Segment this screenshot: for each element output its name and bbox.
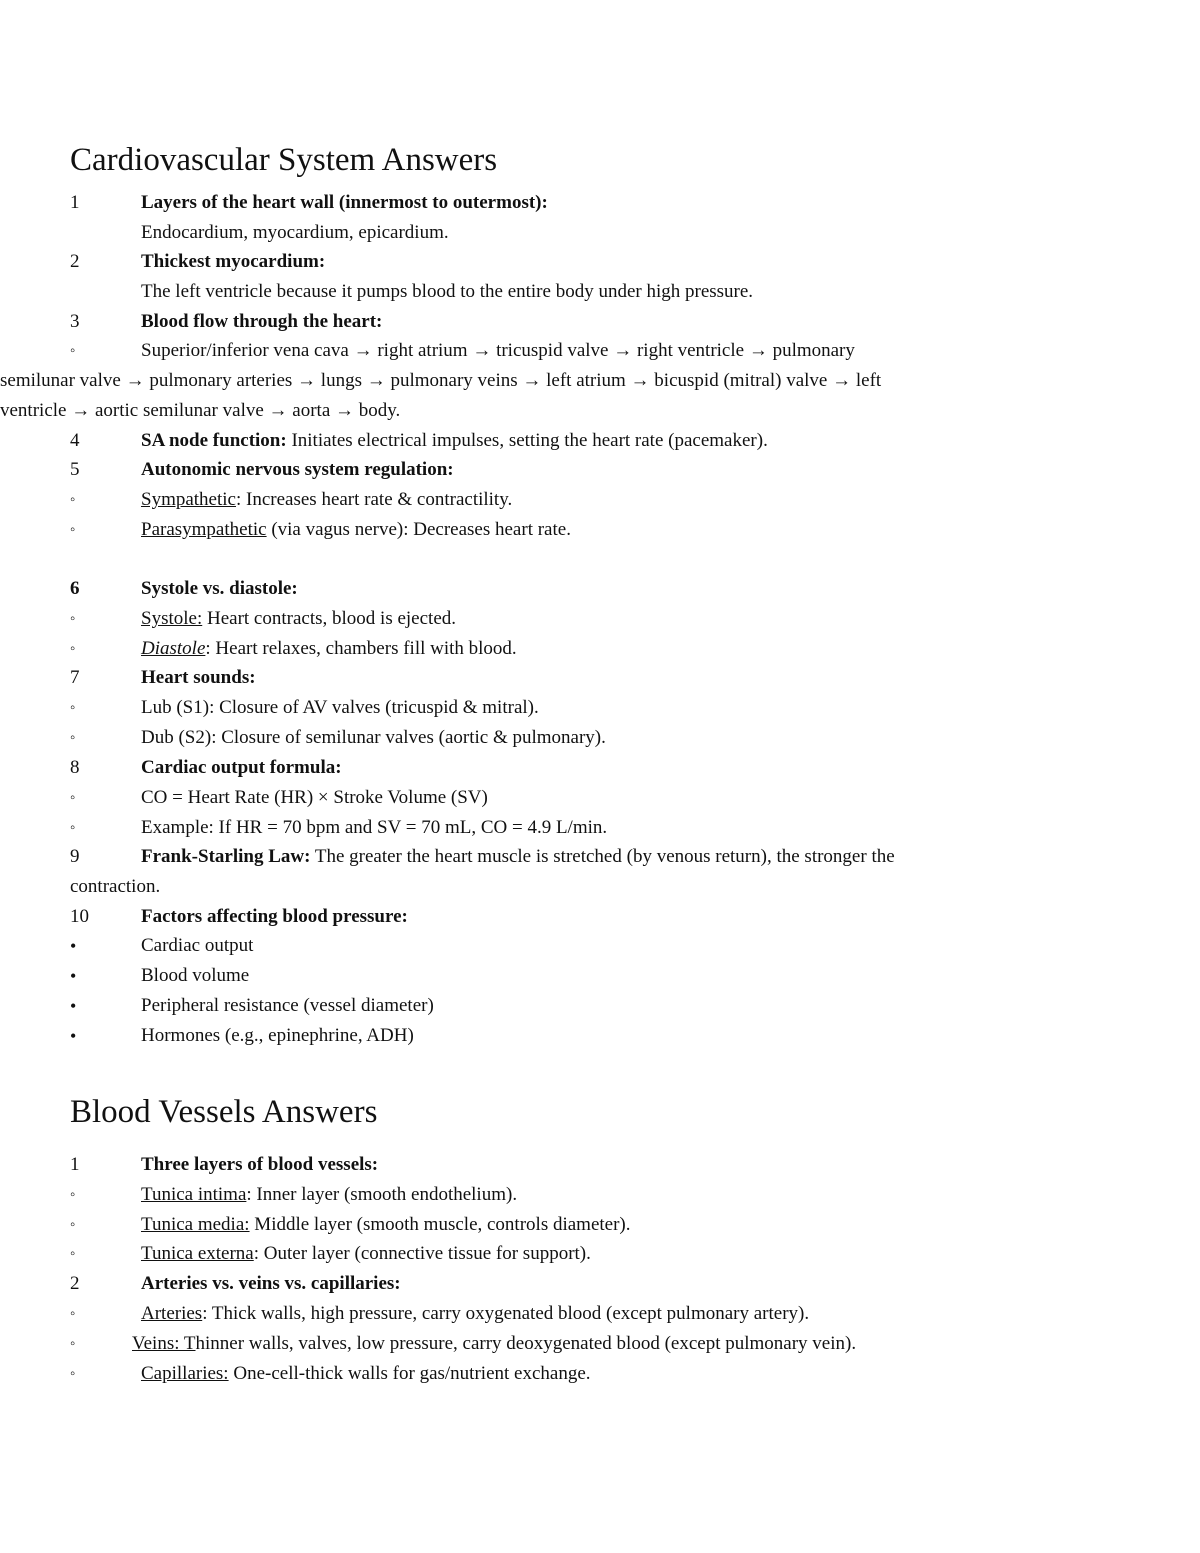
question-number: 3 — [70, 311, 80, 332]
question-label: Factors affecting blood pressure: — [141, 906, 408, 927]
list-item — [0, 634, 1100, 664]
list-item — [0, 693, 1100, 723]
circle-bullet-icon: ◦ — [70, 522, 76, 538]
cardio-section-title: Cardiovascular System Answers — [70, 142, 498, 178]
term: Parasympathetic — [141, 519, 267, 540]
list-item — [0, 723, 1100, 753]
question-number: 4 — [70, 430, 80, 451]
item-text: Lub (S1): Closure of AV valves (tricuspid & mitral). — [141, 697, 539, 718]
cardio-q3-flow-line3: ventricle → aortic semilunar valve → aorta → body. — [0, 400, 401, 421]
item-text: : Heart relaxes, chambers fill with blood. — [205, 638, 517, 659]
question-label: Three layers of blood vessels: — [141, 1154, 379, 1175]
question-label: Arteries vs. veins vs. capillaries: — [141, 1273, 401, 1294]
term: Veins: T — [132, 1333, 196, 1354]
term-italic: Diastole — [141, 638, 206, 659]
list-item — [0, 1359, 1100, 1389]
question-label: Frank-Starling Law: — [141, 846, 311, 867]
list-item — [0, 1180, 1100, 1210]
item-line — [141, 485, 512, 515]
circle-bullet-icon: ◦ — [70, 343, 76, 359]
item-text: Dub (S2): Closure of semilunar valves (aortic & pulmonary). — [141, 727, 606, 748]
cardio-q9 — [0, 842, 1100, 872]
answer-text: The left ventricle because it pumps blood to the entire body under high pressure. — [141, 281, 754, 302]
term: Tunica intima — [141, 1184, 247, 1205]
list-item — [0, 1210, 1100, 1240]
term: Systole: — [141, 608, 203, 629]
list-item — [0, 515, 1100, 545]
term: Tunica externa — [141, 1243, 254, 1264]
term: Arteries — [141, 1303, 203, 1324]
list-item — [0, 1239, 1100, 1269]
item-text: Middle layer (smooth muscle, controls diameter). — [249, 1214, 631, 1235]
question-label: Thickest myocardium: — [141, 251, 326, 272]
cardio-q3 — [0, 307, 1100, 337]
circle-bullet-icon: ◦ — [70, 790, 76, 806]
circle-bullet-icon: ◦ — [70, 1336, 76, 1352]
circle-bullet-icon: ◦ — [70, 820, 76, 836]
bullet-icon: • — [70, 966, 77, 986]
circle-bullet-icon: ◦ — [70, 1217, 76, 1233]
list-item — [0, 1299, 1100, 1329]
item-text: : Outer layer (connective tissue for support). — [253, 1243, 591, 1264]
cardio-q2-answer — [0, 277, 1100, 307]
question-number: 6 — [70, 578, 80, 599]
question-label: Layers of the heart wall (innermost to outermost): — [141, 192, 548, 213]
bullet-icon: • — [70, 996, 77, 1016]
question-number: 1 — [70, 1154, 80, 1175]
item-text: (via vagus nerve): Decreases heart rate. — [266, 519, 571, 540]
circle-bullet-icon: ◦ — [70, 700, 76, 716]
item-text: Cardiac output — [141, 935, 254, 956]
cardio-q5 — [0, 455, 1100, 485]
answer-text: Initiates electrical impulses, setting the heart rate (pacemaker). — [286, 430, 768, 451]
vessels-section-title: Blood Vessels Answers — [70, 1094, 378, 1130]
item-line — [141, 1239, 591, 1269]
cardio-q1-answer — [0, 218, 1100, 248]
list-item — [0, 991, 1100, 1021]
question-line — [141, 426, 768, 456]
item-line — [141, 604, 456, 634]
question-number: 8 — [70, 757, 80, 778]
circle-bullet-icon: ◦ — [70, 641, 76, 657]
item-text: One-cell-thick walls for gas/nutrient exchange. — [228, 1363, 591, 1384]
list-item — [0, 604, 1100, 634]
list-item — [0, 783, 1100, 813]
term: Capillaries: — [141, 1363, 229, 1384]
cardio-q6 — [0, 574, 1100, 604]
cardio-q9-continuation: contraction. — [70, 876, 161, 897]
cardio-q4 — [0, 426, 1100, 456]
question-label: SA node function: — [141, 430, 287, 451]
cardio-q3-flow-line1 — [0, 336, 1100, 366]
question-line — [141, 842, 895, 872]
bullet-icon: • — [70, 936, 77, 956]
vessels-q2 — [0, 1269, 1100, 1299]
term: Tunica media: — [141, 1214, 250, 1235]
question-number: 5 — [70, 459, 80, 480]
question-label: Blood flow through the heart: — [141, 311, 383, 332]
item-line — [141, 1180, 517, 1210]
circle-bullet-icon: ◦ — [70, 492, 76, 508]
item-line — [141, 515, 571, 545]
item-text: CO = Heart Rate (HR) × Stroke Volume (SV) — [141, 787, 488, 808]
cardio-q1 — [0, 188, 1100, 218]
circle-bullet-icon: ◦ — [70, 1246, 76, 1262]
question-label: Systole vs. diastole: — [141, 578, 298, 599]
list-item — [0, 485, 1100, 515]
question-number: 1 — [70, 192, 80, 213]
question-label: Heart sounds: — [141, 667, 256, 688]
list-item — [0, 1021, 1100, 1051]
cardio-q8 — [0, 753, 1100, 783]
item-text: : Thick walls, high pressure, carry oxygenated blood (except pulmonary artery). — [202, 1303, 810, 1324]
circle-bullet-icon: ◦ — [70, 1366, 76, 1382]
vessels-q1 — [0, 1150, 1100, 1180]
question-number: 9 — [70, 846, 80, 867]
item-text: : Inner layer (smooth endothelium). — [246, 1184, 518, 1205]
item-text: Hormones (e.g., epinephrine, ADH) — [141, 1025, 414, 1046]
term — [141, 638, 205, 659]
cardio-q7 — [0, 663, 1100, 693]
flow-text: Superior/inferior vena cava → right atrium → tricuspid valve → right ventricle → pulmonary — [141, 340, 855, 361]
list-item — [0, 1329, 1100, 1359]
question-number: 7 — [70, 667, 80, 688]
item-line — [141, 1210, 631, 1240]
question-number: 10 — [70, 906, 89, 927]
circle-bullet-icon: ◦ — [70, 611, 76, 627]
item-text: Blood volume — [141, 965, 250, 986]
list-item — [0, 931, 1100, 961]
question-label: Autonomic nervous system regulation: — [141, 459, 454, 480]
item-text: Peripheral resistance (vessel diameter) — [141, 995, 434, 1016]
item-line — [132, 1329, 856, 1359]
list-item — [0, 813, 1100, 843]
cardio-q3-flow-line2: semilunar valve → pulmonary arteries → lungs → pulmonary veins → left atrium → bicuspid (mitral) valve → left — [0, 370, 882, 391]
item-line — [141, 1299, 809, 1329]
question-number: 2 — [70, 251, 80, 272]
cardio-q2 — [0, 247, 1100, 277]
item-text: Heart contracts, blood is ejected. — [202, 608, 456, 629]
bullet-icon: • — [70, 1026, 77, 1046]
answer-text: Endocardium, myocardium, epicardium. — [141, 222, 449, 243]
circle-bullet-icon: ◦ — [70, 1306, 76, 1322]
question-label: Cardiac output formula: — [141, 757, 342, 778]
list-item — [0, 961, 1100, 991]
question-number: 2 — [70, 1273, 80, 1294]
item-text: : Increases heart rate & contractility. — [235, 489, 513, 510]
item-text: Example: If HR = 70 bpm and SV = 70 mL, CO = 4.9 L/min. — [141, 817, 608, 838]
item-text: hinner walls, valves, low pressure, carry deoxygenated blood (except pulmonary vein). — [195, 1333, 857, 1354]
item-line — [141, 634, 517, 664]
cardio-q10 — [0, 902, 1100, 932]
circle-bullet-icon: ◦ — [70, 730, 76, 746]
item-line — [141, 1359, 591, 1389]
answer-text: The greater the heart muscle is stretched (by venous return), the stronger the — [310, 846, 895, 867]
circle-bullet-icon: ◦ — [70, 1187, 76, 1203]
term: Sympathetic — [141, 489, 236, 510]
